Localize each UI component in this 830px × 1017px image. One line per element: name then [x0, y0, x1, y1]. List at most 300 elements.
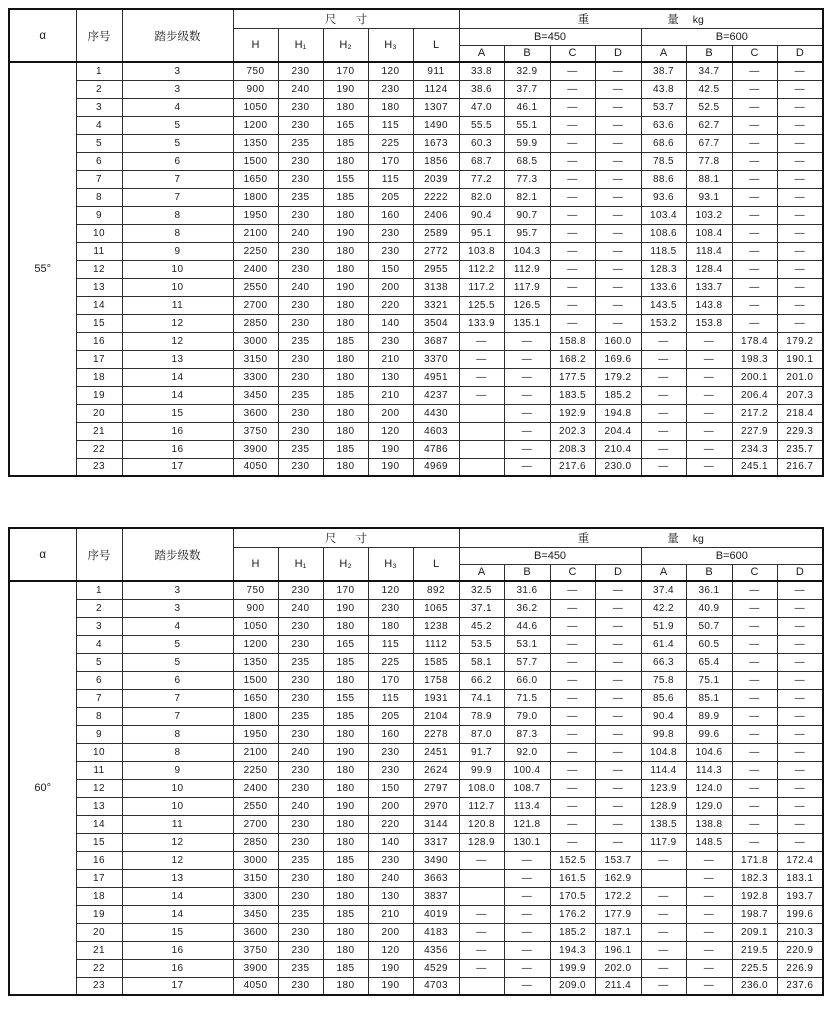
- table-cell: 59.9: [504, 134, 550, 152]
- table-cell: 143.8: [686, 296, 732, 314]
- table-cell: 2400: [233, 779, 278, 797]
- table-cell: 108.4: [686, 224, 732, 242]
- table-cell: 40.9: [686, 599, 732, 617]
- table-cell: 245.1: [732, 458, 777, 476]
- table-cell: —: [777, 635, 823, 653]
- table-cell: 4: [76, 635, 122, 653]
- table-cell: 135.1: [504, 314, 550, 332]
- table-cell: 45.2: [459, 617, 504, 635]
- table-cell: 7: [122, 170, 233, 188]
- table-cell: 230: [278, 941, 323, 959]
- table-cell: 190: [323, 797, 368, 815]
- table-cell: —: [595, 296, 641, 314]
- table-cell: 2278: [413, 725, 459, 743]
- table-cell: 185: [323, 440, 368, 458]
- table-cell: 6: [76, 152, 122, 170]
- table-cell: 14: [76, 296, 122, 314]
- table-cell: 1950: [233, 206, 278, 224]
- table-cell: —: [732, 314, 777, 332]
- table-cell: 210.3: [777, 923, 823, 941]
- table-cell: 1050: [233, 617, 278, 635]
- table-cell: 911: [413, 62, 459, 80]
- table-cell: 2797: [413, 779, 459, 797]
- table-cell: 150: [368, 779, 413, 797]
- table-row: [9, 368, 823, 386]
- table-cell: 185: [323, 386, 368, 404]
- table-cell: 78.5: [641, 152, 686, 170]
- table-cell: 23: [76, 977, 122, 995]
- table-cell: 133.9: [459, 314, 504, 332]
- table-row: [9, 617, 823, 635]
- table-cell: 230: [278, 617, 323, 635]
- table-cell: 217.6: [550, 458, 595, 476]
- table-cell: 85.6: [641, 689, 686, 707]
- table-cell: 185: [323, 332, 368, 350]
- table-cell: 235: [278, 332, 323, 350]
- table-cell: 112.7: [459, 797, 504, 815]
- table-cell: —: [686, 440, 732, 458]
- table-cell: —: [595, 761, 641, 779]
- table-cell: 172.2: [595, 887, 641, 905]
- table-cell: 143.5: [641, 296, 686, 314]
- table-cell: 199.6: [777, 905, 823, 923]
- table-cell: —: [595, 689, 641, 707]
- table-cell: 117.9: [504, 278, 550, 296]
- table-cell: 60.3: [459, 134, 504, 152]
- table-cell: —: [550, 833, 595, 851]
- table-cell: 150: [368, 260, 413, 278]
- table-cell: 230: [278, 923, 323, 941]
- table-cell: —: [459, 332, 504, 350]
- table-cell: 198.7: [732, 905, 777, 923]
- table-cell: —: [550, 671, 595, 689]
- table-row: [9, 386, 823, 404]
- table-cell: 92.0: [504, 743, 550, 761]
- table-row: [9, 923, 823, 941]
- table-cell: —: [595, 278, 641, 296]
- table-cell: 235: [278, 440, 323, 458]
- table-cell: —: [504, 440, 550, 458]
- table-cell: 180: [323, 350, 368, 368]
- table-cell: 3370: [413, 350, 459, 368]
- table-cell: 190: [323, 80, 368, 98]
- table-cell: 9: [76, 206, 122, 224]
- table-cell: —: [777, 152, 823, 170]
- col-group-weight: [459, 9, 823, 28]
- table-cell: 230: [278, 98, 323, 116]
- table-cell: 2: [76, 80, 122, 98]
- table-cell: 3: [76, 617, 122, 635]
- table-cell: [459, 458, 504, 476]
- table-cell: 120: [368, 62, 413, 80]
- table-cell: 3450: [233, 905, 278, 923]
- table-cell: 16: [122, 959, 233, 977]
- table-cell: 2: [76, 599, 122, 617]
- table-cell: 67.7: [686, 134, 732, 152]
- table-cell: 3: [122, 581, 233, 599]
- table-cell: 75.1: [686, 671, 732, 689]
- table-cell: 123.9: [641, 779, 686, 797]
- col-header-alpha: α: [9, 528, 76, 581]
- table-cell: 42.2: [641, 599, 686, 617]
- table-cell: 3900: [233, 440, 278, 458]
- table-cell: —: [550, 188, 595, 206]
- table-cell: —: [641, 440, 686, 458]
- table-cell: 66.2: [459, 671, 504, 689]
- col-group-b450: B=450: [459, 547, 641, 564]
- table-cell: 88.6: [641, 170, 686, 188]
- table-cell: 1112: [413, 635, 459, 653]
- table-cell: 10: [122, 278, 233, 296]
- table-cell: —: [504, 404, 550, 422]
- table-cell: —: [550, 761, 595, 779]
- table-cell: 91.7: [459, 743, 504, 761]
- table-cell: 16: [122, 422, 233, 440]
- table-cell: 2700: [233, 296, 278, 314]
- table-cell: —: [504, 386, 550, 404]
- table-cell: —: [641, 887, 686, 905]
- table-cell: —: [732, 671, 777, 689]
- table-cell: 38.6: [459, 80, 504, 98]
- table-cell: 190: [368, 458, 413, 476]
- table-cell: 7: [76, 170, 122, 188]
- col-group-weight: [459, 528, 823, 547]
- table-cell: 14: [122, 887, 233, 905]
- table-cell: 36.1: [686, 581, 732, 599]
- table-cell: 15: [76, 833, 122, 851]
- table-cell: 2100: [233, 224, 278, 242]
- table-cell: 230: [278, 761, 323, 779]
- table-cell: 115: [368, 170, 413, 188]
- table-cell: 185.2: [595, 386, 641, 404]
- table-cell: 89.9: [686, 707, 732, 725]
- table-cell: 68.6: [641, 134, 686, 152]
- table-cell: —: [686, 332, 732, 350]
- table-cell: [641, 869, 686, 887]
- table-cell: 152.5: [550, 851, 595, 869]
- table-cell: 230: [278, 404, 323, 422]
- table-cell: —: [732, 707, 777, 725]
- table-cell: —: [686, 350, 732, 368]
- table-cell: 12: [122, 332, 233, 350]
- table-cell: 9: [122, 242, 233, 260]
- table-cell: 211.4: [595, 977, 641, 995]
- table-cell: 230: [368, 332, 413, 350]
- table-cell: 5: [76, 134, 122, 152]
- table-cell: 235: [278, 653, 323, 671]
- table-row: [9, 116, 823, 134]
- table-cell: 235.7: [777, 440, 823, 458]
- spec-table-section: [8, 527, 830, 996]
- weight-unit-label: kg: [692, 532, 704, 545]
- table-row: [9, 707, 823, 725]
- table-cell: 160: [368, 206, 413, 224]
- table-cell: 3300: [233, 368, 278, 386]
- table-cell: 130: [368, 887, 413, 905]
- table-cell: 209.0: [550, 977, 595, 995]
- table-cell: —: [550, 581, 595, 599]
- table-cell: 5: [122, 116, 233, 134]
- col-header-b450-B: B: [504, 45, 550, 62]
- table-cell: —: [777, 833, 823, 851]
- table-cell: 11: [122, 296, 233, 314]
- table-row: [9, 851, 823, 869]
- table-cell: 225: [368, 134, 413, 152]
- table-cell: 180: [323, 404, 368, 422]
- table-cell: —: [641, 332, 686, 350]
- table-cell: 2550: [233, 278, 278, 296]
- table-cell: 82.1: [504, 188, 550, 206]
- table-cell: [459, 869, 504, 887]
- table-cell: 15: [122, 923, 233, 941]
- table-cell: 1500: [233, 671, 278, 689]
- table-cell: [459, 422, 504, 440]
- table-cell: —: [777, 62, 823, 80]
- table-cell: 18: [76, 368, 122, 386]
- table-cell: 20: [76, 923, 122, 941]
- table-cell: 63.6: [641, 116, 686, 134]
- table-cell: —: [777, 206, 823, 224]
- table-cell: —: [686, 869, 732, 887]
- col-header-b600-A: A: [641, 45, 686, 62]
- table-cell: —: [732, 617, 777, 635]
- table-cell: 153.8: [686, 314, 732, 332]
- table-row: [9, 206, 823, 224]
- table-cell: 900: [233, 80, 278, 98]
- table-cell: 210: [368, 350, 413, 368]
- table-cell: 230: [368, 743, 413, 761]
- table-cell: 99.9: [459, 761, 504, 779]
- table-cell: 180: [323, 779, 368, 797]
- table-cell: 230: [278, 977, 323, 995]
- table-cell: —: [732, 797, 777, 815]
- table-cell: 2250: [233, 242, 278, 260]
- table-cell: 148.5: [686, 833, 732, 851]
- table-cell: 1500: [233, 152, 278, 170]
- table-cell: 20: [76, 404, 122, 422]
- table-cell: 2850: [233, 833, 278, 851]
- table-cell: 180: [323, 368, 368, 386]
- table-cell: [459, 887, 504, 905]
- table-cell: —: [641, 977, 686, 995]
- table-cell: —: [550, 635, 595, 653]
- table-cell: 201.0: [777, 368, 823, 386]
- table-cell: —: [595, 779, 641, 797]
- table-cell: 235: [278, 134, 323, 152]
- table-cell: 180: [323, 617, 368, 635]
- table-row: [9, 170, 823, 188]
- table-cell: 140: [368, 314, 413, 332]
- col-header-b450-D: D: [595, 45, 641, 62]
- table-cell: 216.7: [777, 458, 823, 476]
- table-cell: 192.9: [550, 404, 595, 422]
- table-cell: —: [595, 314, 641, 332]
- table-cell: —: [732, 134, 777, 152]
- table-cell: 230: [278, 296, 323, 314]
- col-header-b450-C: C: [550, 45, 595, 62]
- table-cell: 3000: [233, 851, 278, 869]
- table-cell: 9: [122, 761, 233, 779]
- table-cell: 180: [323, 671, 368, 689]
- table-cell: 240: [278, 743, 323, 761]
- table-cell: 237.6: [777, 977, 823, 995]
- table-cell: 230: [368, 224, 413, 242]
- table-cell: —: [459, 851, 504, 869]
- table-cell: 155: [323, 689, 368, 707]
- table-cell: 78.9: [459, 707, 504, 725]
- table-row: [9, 599, 823, 617]
- table-cell: 66.3: [641, 653, 686, 671]
- col-header-steps: 踏步级数: [122, 528, 233, 581]
- table-cell: 180: [323, 887, 368, 905]
- col-header-b600-C: C: [732, 45, 777, 62]
- table-cell: 104.3: [504, 242, 550, 260]
- table-cell: 4951: [413, 368, 459, 386]
- table-cell: 190: [323, 599, 368, 617]
- table-cell: —: [595, 80, 641, 98]
- table-cell: 128.9: [641, 797, 686, 815]
- table-cell: —: [686, 923, 732, 941]
- table-cell: —: [777, 224, 823, 242]
- table-cell: —: [686, 404, 732, 422]
- col-header-b600-B: B: [686, 564, 732, 581]
- table-cell: —: [777, 260, 823, 278]
- table-cell: 2850: [233, 314, 278, 332]
- weight-label-2: 量: [667, 532, 679, 545]
- table-cell: 750: [233, 581, 278, 599]
- table-cell: 4: [122, 98, 233, 116]
- table-cell: 190: [368, 440, 413, 458]
- table-cell: —: [777, 116, 823, 134]
- table-cell: 180: [323, 761, 368, 779]
- table-cell: 2550: [233, 797, 278, 815]
- table-cell: —: [550, 797, 595, 815]
- table-cell: 87.3: [504, 725, 550, 743]
- table-cell: 58.1: [459, 653, 504, 671]
- table-cell: —: [732, 779, 777, 797]
- table-cell: —: [550, 779, 595, 797]
- table-cell: 230: [278, 170, 323, 188]
- table-cell: —: [595, 116, 641, 134]
- table-cell: 240: [278, 278, 323, 296]
- table-cell: 120.8: [459, 815, 504, 833]
- table-cell: —: [732, 635, 777, 653]
- table-cell: 87.0: [459, 725, 504, 743]
- table-cell: 230: [368, 80, 413, 98]
- table-cell: 230: [278, 725, 323, 743]
- table-cell: —: [686, 977, 732, 995]
- table-cell: —: [732, 815, 777, 833]
- table-cell: 3900: [233, 959, 278, 977]
- table-cell: 103.2: [686, 206, 732, 224]
- table-cell: 155: [323, 170, 368, 188]
- table-cell: 235: [278, 851, 323, 869]
- col-header-H1: H₁: [278, 547, 323, 581]
- table-cell: 205: [368, 707, 413, 725]
- table-row: [9, 635, 823, 653]
- table-cell: 95.7: [504, 224, 550, 242]
- table-row: [9, 224, 823, 242]
- table-cell: 124.0: [686, 779, 732, 797]
- table-cell: 180: [323, 869, 368, 887]
- table-cell: —: [732, 599, 777, 617]
- table-cell: 177.5: [550, 368, 595, 386]
- table-cell: 34.7: [686, 62, 732, 80]
- table-cell: 44.6: [504, 617, 550, 635]
- table-cell: —: [504, 905, 550, 923]
- table-cell: 3750: [233, 422, 278, 440]
- table-cell: —: [550, 689, 595, 707]
- table-cell: 126.5: [504, 296, 550, 314]
- table-cell: 185: [323, 134, 368, 152]
- table-cell: 190: [323, 743, 368, 761]
- table-cell: 190: [323, 278, 368, 296]
- table-cell: 185: [323, 959, 368, 977]
- table-cell: 158.8: [550, 332, 595, 350]
- table-cell: 900: [233, 599, 278, 617]
- table-cell: 220: [368, 815, 413, 833]
- table-cell: 202.0: [595, 959, 641, 977]
- table-cell: 7: [76, 689, 122, 707]
- table-cell: —: [641, 923, 686, 941]
- table-row: [9, 62, 823, 80]
- col-header-b600-B: B: [686, 45, 732, 62]
- table-cell: 190: [368, 977, 413, 995]
- table-cell: 180: [323, 242, 368, 260]
- col-header-H1: H₁: [278, 28, 323, 62]
- table-cell: 1650: [233, 170, 278, 188]
- table-cell: —: [686, 941, 732, 959]
- table-cell: —: [504, 977, 550, 995]
- table-cell: —: [504, 350, 550, 368]
- table-cell: —: [504, 923, 550, 941]
- table-cell: 180: [323, 296, 368, 314]
- table-cell: 8: [122, 725, 233, 743]
- table-cell: 160.0: [595, 332, 641, 350]
- table-cell: 210.4: [595, 440, 641, 458]
- table-cell: 230: [278, 422, 323, 440]
- table-cell: —: [732, 242, 777, 260]
- table-cell: 1350: [233, 134, 278, 152]
- table-cell: 47.0: [459, 98, 504, 116]
- table-cell: 3663: [413, 869, 459, 887]
- table-cell: 140: [368, 833, 413, 851]
- table-cell: —: [595, 707, 641, 725]
- table-cell: 180: [323, 815, 368, 833]
- table-row: [9, 260, 823, 278]
- table-cell: 77.8: [686, 152, 732, 170]
- table-cell: 4237: [413, 386, 459, 404]
- table-cell: 85.1: [686, 689, 732, 707]
- table-cell: 3321: [413, 296, 459, 314]
- table-cell: 202.3: [550, 422, 595, 440]
- table-cell: 32.9: [504, 62, 550, 80]
- table-cell: 2624: [413, 761, 459, 779]
- table-cell: 1856: [413, 152, 459, 170]
- table-cell: 3600: [233, 923, 278, 941]
- table-cell: 4183: [413, 923, 459, 941]
- table-cell: 79.0: [504, 707, 550, 725]
- table-cell: 172.4: [777, 851, 823, 869]
- table-cell: 8: [122, 743, 233, 761]
- table-cell: 115: [368, 635, 413, 653]
- table-cell: —: [777, 689, 823, 707]
- table-cell: 38.7: [641, 62, 686, 80]
- table-row: [9, 458, 823, 476]
- col-header-b450-D: D: [595, 564, 641, 581]
- table-cell: 36.2: [504, 599, 550, 617]
- table-cell: 230: [278, 635, 323, 653]
